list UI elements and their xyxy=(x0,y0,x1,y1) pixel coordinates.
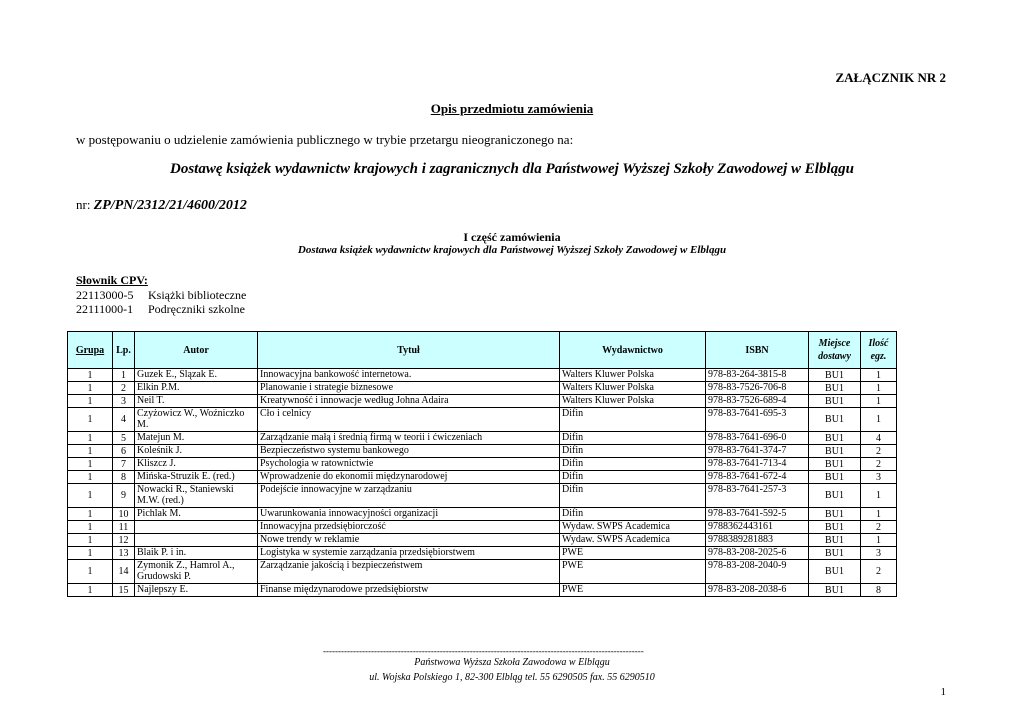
cell-lp: 1 xyxy=(113,369,135,382)
cell-isbn: 978-83-7526-689-4 xyxy=(706,395,809,408)
header-qty-line1: Ilość xyxy=(868,338,889,349)
cell-group: 1 xyxy=(68,547,113,560)
cell-qty: 3 xyxy=(861,471,897,484)
cell-title: Uwarunkowania innowacyjności organizacji xyxy=(258,508,560,521)
cpv-item xyxy=(76,302,245,317)
table-body xyxy=(68,369,897,597)
cell-place: BU1 xyxy=(809,445,861,458)
cell-lp: 3 xyxy=(113,395,135,408)
cell-title: Nowe trendy w reklamie xyxy=(258,534,560,547)
cell-title: Zarządzanie małą i średnią firmą w teorii i ćwiczeniach xyxy=(258,432,560,445)
cell-lp: 8 xyxy=(113,471,135,484)
cell-group: 1 xyxy=(68,560,113,584)
cell-lp: 10 xyxy=(113,508,135,521)
cell-group: 1 xyxy=(68,382,113,395)
cell-group: 1 xyxy=(68,432,113,445)
cell-author: Nowacki R., Staniewski M.W. (red.) xyxy=(135,484,258,508)
cell-qty: 1 xyxy=(861,408,897,432)
cell-isbn: 978-83-7641-672-4 xyxy=(706,471,809,484)
cell-qty: 2 xyxy=(861,560,897,584)
cell-place: BU1 xyxy=(809,508,861,521)
cell-isbn: 978-83-7641-713-4 xyxy=(706,458,809,471)
cell-publisher: Difin xyxy=(560,432,706,445)
cell-author: Kliszcz J. xyxy=(135,458,258,471)
cell-title: Innowacyjna przedsiębiorczość xyxy=(258,521,560,534)
cell-lp: 6 xyxy=(113,445,135,458)
cell-author: Koleśnik J. xyxy=(135,445,258,458)
cell-title: Zarządzanie jakością i bezpieczeństwem xyxy=(258,560,560,584)
cell-qty: 2 xyxy=(861,521,897,534)
cell-group: 1 xyxy=(68,408,113,432)
table-row xyxy=(68,547,897,560)
cell-group: 1 xyxy=(68,534,113,547)
cell-title: Logistyka w systemie zarządzania przedsiębiorstwem xyxy=(258,547,560,560)
cell-lp: 11 xyxy=(113,521,135,534)
cell-lp: 9 xyxy=(113,484,135,508)
footer-separator: ----------------------------------------------------------------------------------------------------------- xyxy=(323,646,644,656)
cell-place: BU1 xyxy=(809,395,861,408)
cell-place: BU1 xyxy=(809,471,861,484)
cell-group: 1 xyxy=(68,369,113,382)
cell-lp: 13 xyxy=(113,547,135,560)
cell-publisher: PWE xyxy=(560,560,706,584)
cell-author xyxy=(135,521,258,534)
cell-place: BU1 xyxy=(809,547,861,560)
cell-author xyxy=(135,534,258,547)
header-place-line1: Miejsce xyxy=(818,338,851,349)
table-row xyxy=(68,484,897,508)
reference-number-value: ZP/PN/2312/21/4600/2012 xyxy=(93,198,247,213)
table-row xyxy=(68,458,897,471)
cell-group: 1 xyxy=(68,458,113,471)
cell-isbn: 978-83-7641-695-3 xyxy=(706,408,809,432)
cell-qty: 1 xyxy=(861,395,897,408)
cell-lp: 14 xyxy=(113,560,135,584)
header-publisher: Wydawnictwo xyxy=(560,332,706,369)
reference-number-prefix: nr: xyxy=(76,197,91,212)
cell-place: BU1 xyxy=(809,584,861,597)
cell-group: 1 xyxy=(68,471,113,484)
cell-author: Elkin P.M. xyxy=(135,382,258,395)
cell-publisher: Walters Kluwer Polska xyxy=(560,369,706,382)
table-row xyxy=(68,369,897,382)
table-row xyxy=(68,521,897,534)
footer-address: ul. Wojska Polskiego 1, 82-300 Elbląg tel. 55 6290505 fax. 55 6290510 xyxy=(369,672,655,683)
cell-publisher: Difin xyxy=(560,508,706,521)
cell-author: Najlepszy E. xyxy=(135,584,258,597)
cell-qty: 1 xyxy=(861,369,897,382)
cpv-label: Książki biblioteczne xyxy=(148,288,247,302)
cell-qty: 1 xyxy=(861,382,897,395)
cell-title: Innowacyjna bankowość internetowa. xyxy=(258,369,560,382)
cell-isbn: 9788362443161 xyxy=(706,521,809,534)
footer-institution: Państwowa Wyższa Szkoła Zawodowa w Elblągu xyxy=(414,657,610,668)
cell-place: BU1 xyxy=(809,521,861,534)
table-row xyxy=(68,432,897,445)
cell-group: 1 xyxy=(68,484,113,508)
cpv-title: Słownik CPV: xyxy=(76,273,148,287)
cell-publisher: Walters Kluwer Polska xyxy=(560,395,706,408)
cell-author: Blaik P. i in. xyxy=(135,547,258,560)
cell-place: BU1 xyxy=(809,534,861,547)
cell-qty: 2 xyxy=(861,458,897,471)
cell-isbn: 978-83-7641-257-3 xyxy=(706,484,809,508)
cell-isbn: 9788389281883 xyxy=(706,534,809,547)
cell-lp: 15 xyxy=(113,584,135,597)
cell-qty: 1 xyxy=(861,534,897,547)
header-group: Grupa xyxy=(68,332,113,369)
cell-isbn: 978-83-7641-592-5 xyxy=(706,508,809,521)
cell-lp: 12 xyxy=(113,534,135,547)
cell-isbn: 978-83-208-2025-6 xyxy=(706,547,809,560)
table-row xyxy=(68,560,897,584)
cell-lp: 5 xyxy=(113,432,135,445)
table-row xyxy=(68,408,897,432)
table-row xyxy=(68,382,897,395)
cell-publisher: PWE xyxy=(560,584,706,597)
table-row xyxy=(68,471,897,484)
cell-title: Wprowadzenie do ekonomii międzynarodowej xyxy=(258,471,560,484)
cell-group: 1 xyxy=(68,395,113,408)
cell-group: 1 xyxy=(68,445,113,458)
cell-author: Zymonik Z., Hamrol A., Grudowski P. xyxy=(135,560,258,584)
cell-qty: 3 xyxy=(861,547,897,560)
cell-title: Planowanie i strategie biznesowe xyxy=(258,382,560,395)
cell-title: Bezpieczeństwo systemu bankowego xyxy=(258,445,560,458)
cell-place: BU1 xyxy=(809,560,861,584)
cell-qty: 1 xyxy=(861,484,897,508)
cpv-code: 22111000-1 xyxy=(76,302,134,316)
cell-title: Kreatywność i innowacje według Johna Adaira xyxy=(258,395,560,408)
attachment-label: ZAŁĄCZNIK NR 2 xyxy=(835,70,946,85)
cell-group: 1 xyxy=(68,521,113,534)
table-row xyxy=(68,395,897,408)
cpv-item xyxy=(76,288,246,303)
cell-title: Podejście innowacyjne w zarządzaniu xyxy=(258,484,560,508)
cell-publisher: Difin xyxy=(560,445,706,458)
document-title: Opis przedmiotu zamówienia xyxy=(430,101,594,116)
cell-group: 1 xyxy=(68,508,113,521)
cell-publisher: PWE xyxy=(560,547,706,560)
header-qty-line2: egz. xyxy=(870,351,887,362)
cell-group: 1 xyxy=(68,584,113,597)
cell-lp: 7 xyxy=(113,458,135,471)
cell-isbn: 978-83-7641-696-0 xyxy=(706,432,809,445)
part-title: I część zamówienia xyxy=(463,230,561,244)
cell-author: Matejun M. xyxy=(135,432,258,445)
cpv-code: 22113000-5 xyxy=(76,288,134,302)
cell-isbn: 978-83-208-2038-6 xyxy=(706,584,809,597)
page-number: 1 xyxy=(940,686,946,698)
cell-isbn: 978-83-7641-374-7 xyxy=(706,445,809,458)
header-place-line2: dostawy xyxy=(818,351,851,362)
cell-publisher: Wydaw. SWPS Academica xyxy=(560,534,706,547)
cell-lp: 4 xyxy=(113,408,135,432)
header-isbn: ISBN xyxy=(706,332,809,369)
cell-place: BU1 xyxy=(809,458,861,471)
cell-publisher: Difin xyxy=(560,458,706,471)
cell-place: BU1 xyxy=(809,382,861,395)
header-author: Autor xyxy=(135,332,258,369)
cell-place: BU1 xyxy=(809,432,861,445)
part-subtitle: Dostawa książek wydawnictw krajowych dla Państwowej Wyższej Szkoły Zawodowej w Elblągu xyxy=(297,244,727,256)
table-row xyxy=(68,534,897,547)
cell-publisher: Walters Kluwer Polska xyxy=(560,382,706,395)
reference-number xyxy=(76,197,247,214)
cell-place: BU1 xyxy=(809,369,861,382)
cell-title: Psychologia w ratownictwie xyxy=(258,458,560,471)
cell-title: Finanse międzynarodowe przedsiębiorstw xyxy=(258,584,560,597)
cell-qty: 2 xyxy=(861,445,897,458)
cell-title: Cło i celnicy xyxy=(258,408,560,432)
cell-lp: 2 xyxy=(113,382,135,395)
table-row xyxy=(68,445,897,458)
cell-isbn: 978-83-7526-706-8 xyxy=(706,382,809,395)
cell-publisher: Difin xyxy=(560,408,706,432)
table-row xyxy=(68,584,897,597)
cell-publisher: Difin xyxy=(560,484,706,508)
cell-author: Pichlak M. xyxy=(135,508,258,521)
header-title: Tytuł xyxy=(258,332,560,369)
cell-place: BU1 xyxy=(809,408,861,432)
cell-author: Neil T. xyxy=(135,395,258,408)
table-row xyxy=(68,508,897,521)
cell-isbn: 978-83-264-3815-8 xyxy=(706,369,809,382)
cell-publisher: Difin xyxy=(560,471,706,484)
order-items-table xyxy=(67,331,897,597)
cpv-label: Podręczniki szkolne xyxy=(148,302,245,316)
table-header-row xyxy=(68,332,897,369)
intro-text: w postępowaniu o udzielenie zamówienia publicznego w trybie przetargu nieograniczonego na: xyxy=(76,132,574,147)
header-lp: Lp. xyxy=(113,332,135,369)
cell-qty: 4 xyxy=(861,432,897,445)
cell-qty: 8 xyxy=(861,584,897,597)
cell-place: BU1 xyxy=(809,484,861,508)
order-subject: Dostawę książek wydawnictw krajowych i zagranicznych dla Państwowej Wyższej Szkoły Zawodowej w Elblągu xyxy=(170,161,854,177)
cell-author: Czyżowicz W., Woźniczko M. xyxy=(135,408,258,432)
cell-author: Mińska-Struzik E. (red.) xyxy=(135,471,258,484)
header-qty xyxy=(861,332,897,369)
cell-author: Guzek E., Ślązak E. xyxy=(135,369,258,382)
header-place xyxy=(809,332,861,369)
cell-isbn: 978-83-208-2040-9 xyxy=(706,560,809,584)
cell-publisher: Wydaw. SWPS Academica xyxy=(560,521,706,534)
cell-qty: 1 xyxy=(861,508,897,521)
